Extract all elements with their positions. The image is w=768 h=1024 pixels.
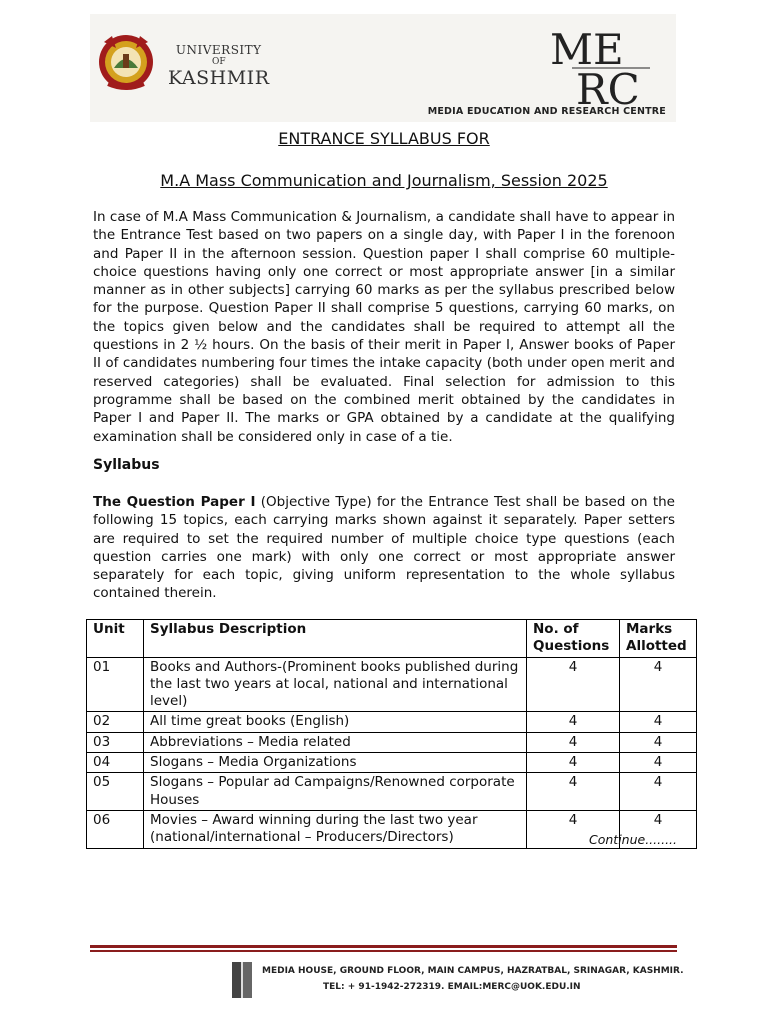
header-description: Syllabus Description [144,620,527,658]
cell-questions: 4 [527,810,620,848]
cell-questions: 4 [527,773,620,811]
merc-subtitle: MEDIA EDUCATION AND RESEARCH CENTRE [427,106,666,117]
paper1-bold-lead: The Question Paper I [93,494,256,510]
cell-unit: 06 [87,810,144,848]
cell-unit: 02 [87,712,144,732]
footer-divider [90,945,677,948]
syllabus-heading: Syllabus [93,457,160,473]
university-line2: OF [211,57,226,67]
table-row [87,712,697,732]
merc-logo [546,26,656,106]
cell-questions: 4 [527,732,620,752]
cell-marks: 4 [620,753,697,773]
cell-description: Abbreviations – Media related [144,732,527,752]
svg-text:ME: ME [550,26,624,74]
cell-description: All time great books (English) [144,712,527,732]
header-questions: No. of Questions [527,620,620,658]
paper1-paragraph [93,493,675,603]
cell-unit: 05 [87,773,144,811]
cell-unit: 03 [87,732,144,752]
intro-paragraph: In case of M.A Mass Communication & Journalism, a candidate shall have to appear in the Entrance Test based on two papers on a single day, with Paper I in the forenoon and Paper II in the afternoon session. Question paper I shall comprise 60 multiple-choice questions having only one correct or most appropriate answer [in a similar manner as in other subjects] carrying 60 marks as per the syllabus prescribed below for the purpose. Question Paper II shall comprise 5 questions, carrying 60 marks, on the topics given below and the candidates shall be required to attempt all the questions in 2 ½ hours. On the basis of their merit in Paper I, Answer books of Paper II of candidates numbering four times the intake capacity (both under open merit and reserved categories) shall be evaluated. Final selection for admission to this programme shall be based on the combined merit obtained by the candidates in Paper I and Paper II. The marks or GPA obtained by a candidate at the qualifying examination shall be considered only in case of a tie. [93,209,675,445]
cell-questions: 4 [527,753,620,773]
syllabus-table [86,619,697,849]
cell-marks: 4 [620,657,697,712]
table-row [87,753,697,773]
cell-marks: 4 [620,732,697,752]
footer-contact: TEL: + 91-1942-272319. EMAIL:MERC@UOK.EDU.IN [323,982,581,992]
footer-address: MEDIA HOUSE, GROUND FLOOR, MAIN CAMPUS, HAZRATBAL, SRINAGAR, KASHMIR. [262,966,684,976]
cell-marks: 4 [620,712,697,732]
university-line1: UNIVERSITY [175,43,262,57]
continue-note: Continue........ [589,832,677,847]
table-row [87,773,697,811]
table-header-row [87,620,697,658]
cell-description: Slogans – Media Organizations [144,753,527,773]
university-line3: KASHMIR [168,67,270,89]
cell-unit: 01 [87,657,144,712]
cell-marks: 4 [620,773,697,811]
footer-bar-icon [232,962,252,998]
header-unit: Unit [87,620,144,658]
header-marks: Marks Allotted [620,620,697,658]
letterhead [90,14,676,122]
cell-description: Movies – Award winning during the last two year (national/international – Producers/Directors) [144,810,527,848]
page-subtitle: M.A Mass Communication and Journalism, Session 2025 [160,171,608,190]
cell-questions: 4 [527,712,620,732]
university-name [168,44,270,88]
page-title: ENTRANCE SYLLABUS FOR [278,129,490,148]
cell-unit: 04 [87,753,144,773]
university-emblem-icon [94,28,158,92]
cell-description: Slogans – Popular ad Campaigns/Renowned corporate Houses [144,773,527,811]
table-row [87,732,697,752]
cell-questions: 4 [527,657,620,712]
cell-marks: 4 [620,810,697,848]
table-row [87,657,697,712]
cell-description: Books and Authors-(Prominent books published during the last two years at local, national and international level) [144,657,527,712]
svg-text:RC: RC [576,65,640,106]
paper1-text: (Objective Type) for the Entrance Test shall be based on the following 15 topics, each carrying marks shown against it separately. Paper setters are required to set the required number of multiple choice type questions (each question carries one mark) with only one correct or most appropriate answer separately for each topic, giving uniform representation to the whole syllabus contained therein. [93,494,675,602]
footer-divider-thin [90,950,677,952]
